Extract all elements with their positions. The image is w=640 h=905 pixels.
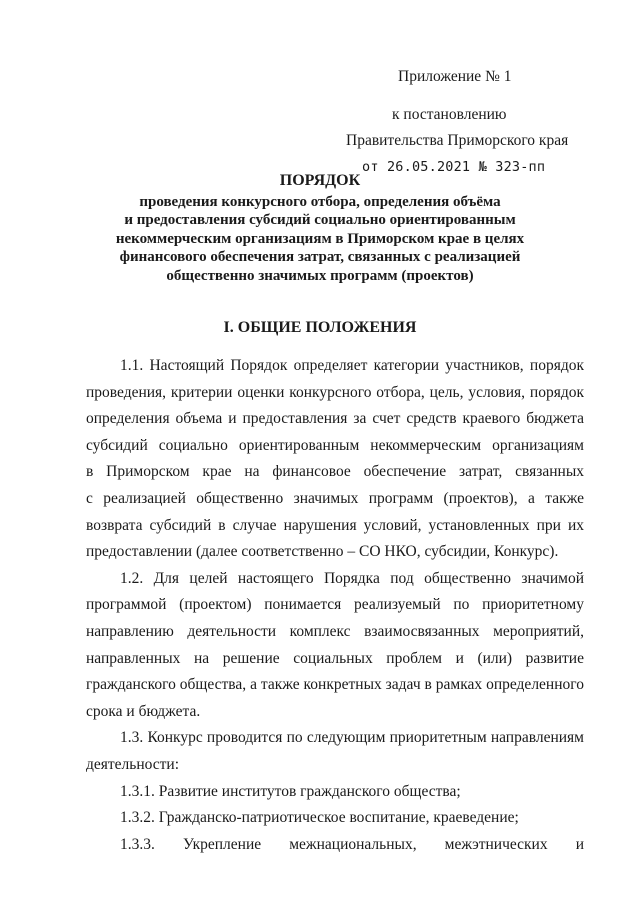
paragraph-line: предоставлении (далее соответственно – СО НКО, субсидии, Конкурс).	[86, 543, 559, 561]
paragraph-line: направленных на решение социальных проблем и (или) развитие	[86, 649, 584, 667]
title-line: и предоставления субсидий социально ориентированным	[124, 212, 516, 228]
appendix-resolution-ref: к постановлению	[392, 106, 507, 123]
paragraph-line: 1.3. Конкурс проводится по следующим приоритетным направлениям	[120, 729, 584, 747]
title-line: общественно значимых программ (проектов)	[166, 267, 474, 284]
document-title	[100, 172, 540, 285]
appendix-date-number: от 26.05.2021 № 323-пп	[362, 159, 546, 175]
title-line: некоммерческим организациям в Приморском крае в целях	[115, 230, 525, 247]
paragraph-line: деятельности:	[86, 755, 180, 773]
appendix-block	[346, 64, 596, 180]
appendix-number: Приложение № 1	[398, 68, 512, 85]
paragraph-line: 1.1. Настоящий Порядок определяет категории участников, порядок	[120, 357, 584, 374]
title-heading: ПОРЯДОК	[279, 172, 361, 189]
paragraph-line: возврата субсидий в случае нарушения условий, установленных при их	[86, 516, 584, 534]
paragraph-line: проведения, критерии оценки конкурсного отбора, цель, условия, порядок	[86, 383, 584, 401]
paragraph-line: 1.2. Для целей настоящего Порядка под общественно значимой	[120, 569, 584, 587]
list-item: 1.3.1. Развитие институтов гражданского общества;	[120, 782, 461, 800]
title-line: проведения конкурсного отбора, определения объёма	[139, 193, 501, 210]
document-body	[86, 353, 584, 858]
section-heading: I. ОБЩИЕ ПОЛОЖЕНИЯ	[223, 319, 417, 336]
paragraph-line: в Приморском крае на финансовое обеспечение затрат, связанных	[86, 463, 584, 481]
paragraph-line: гражданского общества, а также конкретных задач в рамках определенного	[86, 676, 584, 694]
appendix-government: Правительства Приморского края	[346, 132, 569, 149]
list-item: 1.3.3. Укрепление межнациональных, межэтнических и	[120, 835, 584, 853]
paragraph-line: субсидий социально ориентированным некоммерческим организациям	[86, 436, 584, 454]
paragraph-line: с реализацией общественно значимых программ (проектов), а также	[86, 489, 584, 507]
title-line: финансового обеспечения затрат, связанных с реализацией	[119, 249, 521, 265]
paragraph-line: направлению деятельности комплекс взаимосвязанных мероприятий,	[86, 622, 584, 640]
list-item: 1.3.2. Гражданско-патриотическое воспитание, краеведение;	[120, 809, 519, 827]
paragraph-line: определения объема и предоставления за счет средств краевого бюджета	[86, 410, 584, 428]
paragraph-line: программой (проектом) понимается реализуемый по приоритетному	[86, 596, 584, 614]
paragraph-line: срока и бюджета.	[86, 702, 201, 720]
